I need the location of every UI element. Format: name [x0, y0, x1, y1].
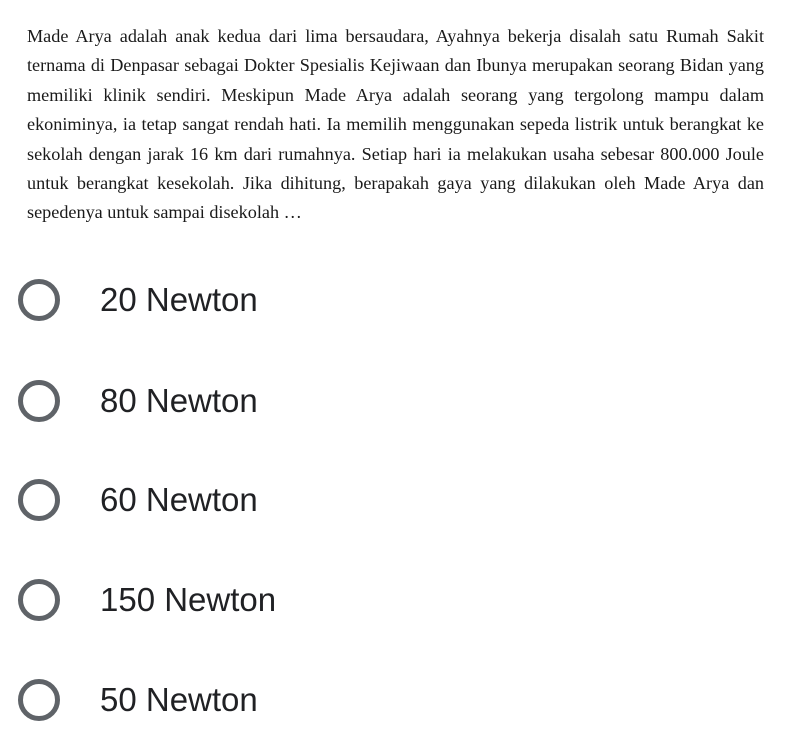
radio-button-icon[interactable]: [18, 479, 60, 521]
option-150-newton[interactable]: [18, 570, 518, 630]
radio-button-icon[interactable]: [18, 679, 60, 721]
option-label: 50 Newton: [100, 681, 258, 718]
option-60-newton[interactable]: [18, 470, 518, 530]
option-80-newton[interactable]: [18, 371, 518, 431]
radio-button-icon[interactable]: [18, 380, 60, 422]
option-label: 60 Newton: [100, 481, 258, 518]
option-label: 20 Newton: [100, 281, 258, 318]
question-text: Made Arya adalah anak kedua dari lima bersaudara, Ayahnya bekerja disalah satu Rumah Sakit ternama di Denpasar sebagai Dokter Spesialis Kejiwaan dan Ibunya merupakan seorang Bidan yang memiliki klinik sendiri. Meskipun Made Arya adalah seorang yang tergolong mampu dalam ekoniminya, ia tetap sangat rendah hati. Ia memilih menggunakan sepeda listrik untuk berangkat ke sekolah dengan jarak 16 km dari rumahnya. Setiap hari ia melakukan usaha sebesar 800.000 Joule untuk berangkat kesekolah. Jika dihitung, berapakah gaya yang dilakukan oleh Made Arya dan sepedenya untuk sampai disekolah …: [27, 26, 764, 223]
radio-button-icon[interactable]: [18, 579, 60, 621]
option-label: 150 Newton: [100, 581, 277, 618]
radio-button-icon[interactable]: [18, 279, 60, 321]
option-20-newton[interactable]: [18, 270, 518, 330]
option-50-newton[interactable]: [18, 670, 518, 730]
option-label: 80 Newton: [100, 382, 258, 419]
